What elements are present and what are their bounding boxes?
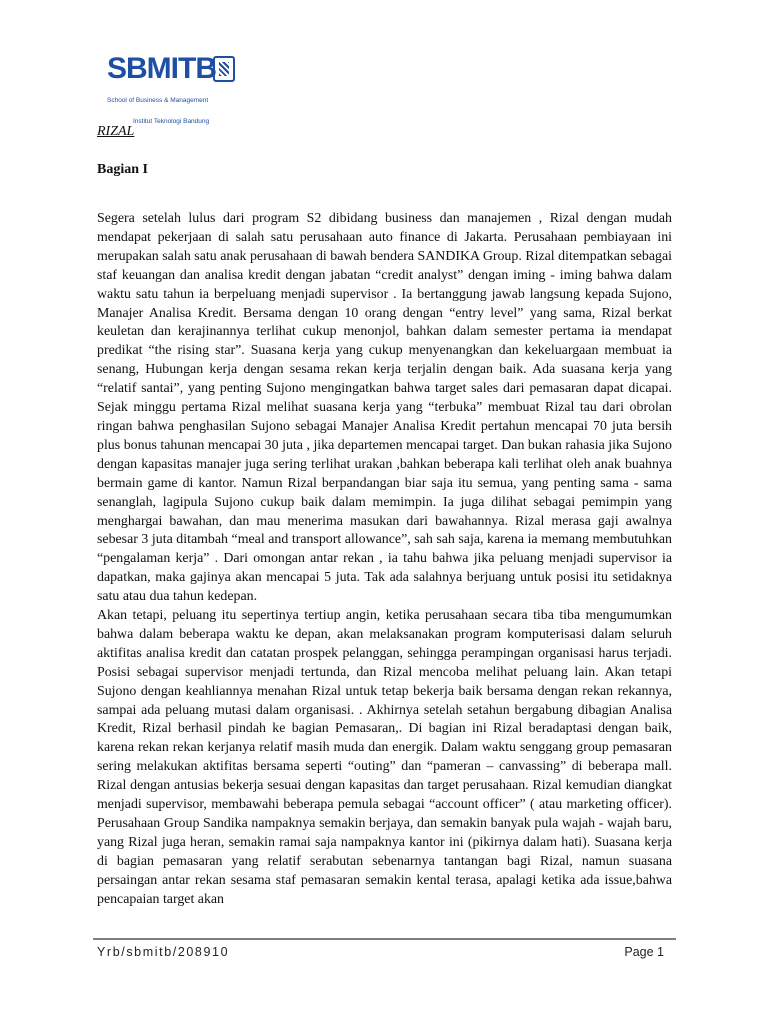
paragraph-1: Segera setelah lulus dari program S2 dibidang business dan manajemen , Rizal dengan mudah mendapat pekerjaan di salah satu perusahaan auto finance di Jakarta. Perusahaan pembiayaan ini merupakan salah satu anak perusahaan di bawah bendera SANDIKA Group. Rizal ditempatkan sebagai staf keuangan dan analisa kredit dengan jabatan “credit analyst” dengan iming - iming bahwa dalam waktu satu tahun ia berpeluang menjadi supervisor . Ia bertanggung jawab langsung kepada Sujono, Manajer Analisa Kredit. Bersama dengan 10 orang dengan “entry level” yang sama, Rizal berkat keuletan dan kerajinannya terlihat cukup menonjol, bahkan dalam semester pertama ia mendapat predikat “the rising star”. Suasana kerja yang cukup menyenangkan dan kekeluargaan membuat ia senang, Hubungan kerja dengan sesama rekan kerja terjalin dengan baik. Ada suasana kerja yang “relatif santai”, yang penting Sujono mengingatkan bahwa target sales dari pemasaran dapat dicapai. Sejak minggu pertama Rizal melihat suasana kerja yang “terbuka” membuat Rizal tau dari obrolan ringan bahwa penghasilan Sujono sebagai Manajer Analisa Kredit pertahun mencapai 70 juta bersih plus bonus tahunan mencapai 30 juta , jika departemen mencapai target. Dan bukan rahasia jika Sujono dengan kapasitas manajer juga sering terlihat urakan ,bahkan beberapa kali terlihat oleh anak buahnya bermain game di kantor. Namun Rizal berpandangan biar saja itu semua, yang penting sama - sama senanglah, lagipula Sujono cukup baik dalam memimpin. Ia juga dilihat sebagai pemimpin yang menghargai bawahan, dan mau menerima masukan dari bawahannya. Rizal merasa gaji awalnya sebesar 3 juta ditambah “meal and transport allowance”, sah sah saja, karena ia memang membutuhkan “pengalaman kerja” . Dari omongan antar rekan , ia tahu bahwa jika peluang menjadi supervisor ia dapatkan, maka gajinya akan mencapai 5 juta. Tak ada salahnya berjuang untuk posisi itu setidaknya satu atau dua tahun kedepan. — [97, 211, 672, 605]
document-body — [97, 210, 672, 910]
logo-subtitle-line2: Institut Teknologi Bandung — [133, 118, 210, 125]
logo-subtitle-line1: School of Business & Management — [107, 97, 209, 104]
logo-wordmark: SBMITB — [107, 52, 216, 85]
page-number: Page 1 — [624, 945, 664, 959]
document-title: RIZAL — [97, 124, 135, 139]
sbmitb-logo — [107, 52, 237, 125]
itb-seal-icon — [213, 56, 235, 82]
footer-divider — [93, 938, 676, 940]
footer-reference: Yrb/sbmitb/208910 — [97, 945, 230, 959]
paragraph-2: Akan tetapi, peluang itu sepertinya tertiup angin, ketika perusahaan secara tiba tiba mengumumkan bahwa dalam beberapa waktu ke depan, akan melaksanakan program komputerisasi dalam seluruh aktifitas analisa kredit dan catatan prospek pelanggan, sehingga perampingan organisasi harus terjadi. Posisi sebagai supervisor menjadi tertunda, dan Rizal mencoba melihat peluang lain. Akan tetapi Sujono dengan keahliannya menahan Rizal untuk tetap bekerja baik bersama dengan rekan rekannya, sampai ada peluang mutasi dalam organisasi. . Akhirnya setelah setahun bergabung dibagian Analisa Kredit, Rizal berhasil pindah ke bagian Pemasaran,. Di bagian ini Rizal beradaptasi dengan baik, karena rekan rekan kerjanya relatif masih muda dan energik. Dalam waktu senggang group pemasaran sering melakukan aktifitas bersama seperti “outing” dan “pameran – canvassing” di beberapa mall. Rizal dengan antusias bekerja sesuai dengan kapasitas dan target perusahaan. Rizal kemudian diangkat menjadi supervisor, membawahi beberapa pemula sebagai “account officer” ( atau marketing officer). Perusahaan Group Sandika nampaknya semakin berjaya, dan semakin banyak pula wajah - wajah baru, yang Rizal juga heran, semakin ramai saja nampaknya kantor ini (pikirnya dalam hati). Suasana kerja di bagian pemasaran yang relatif serabutan sebenarnya tantangan bagi Rizal, namun suasana persaingan antar rekan sesama staf pemasaran semakin kental terasa, apalagi ketika ada issue,bahwa pencapaian target akan — [97, 608, 672, 907]
section-heading: Bagian I — [97, 162, 148, 177]
